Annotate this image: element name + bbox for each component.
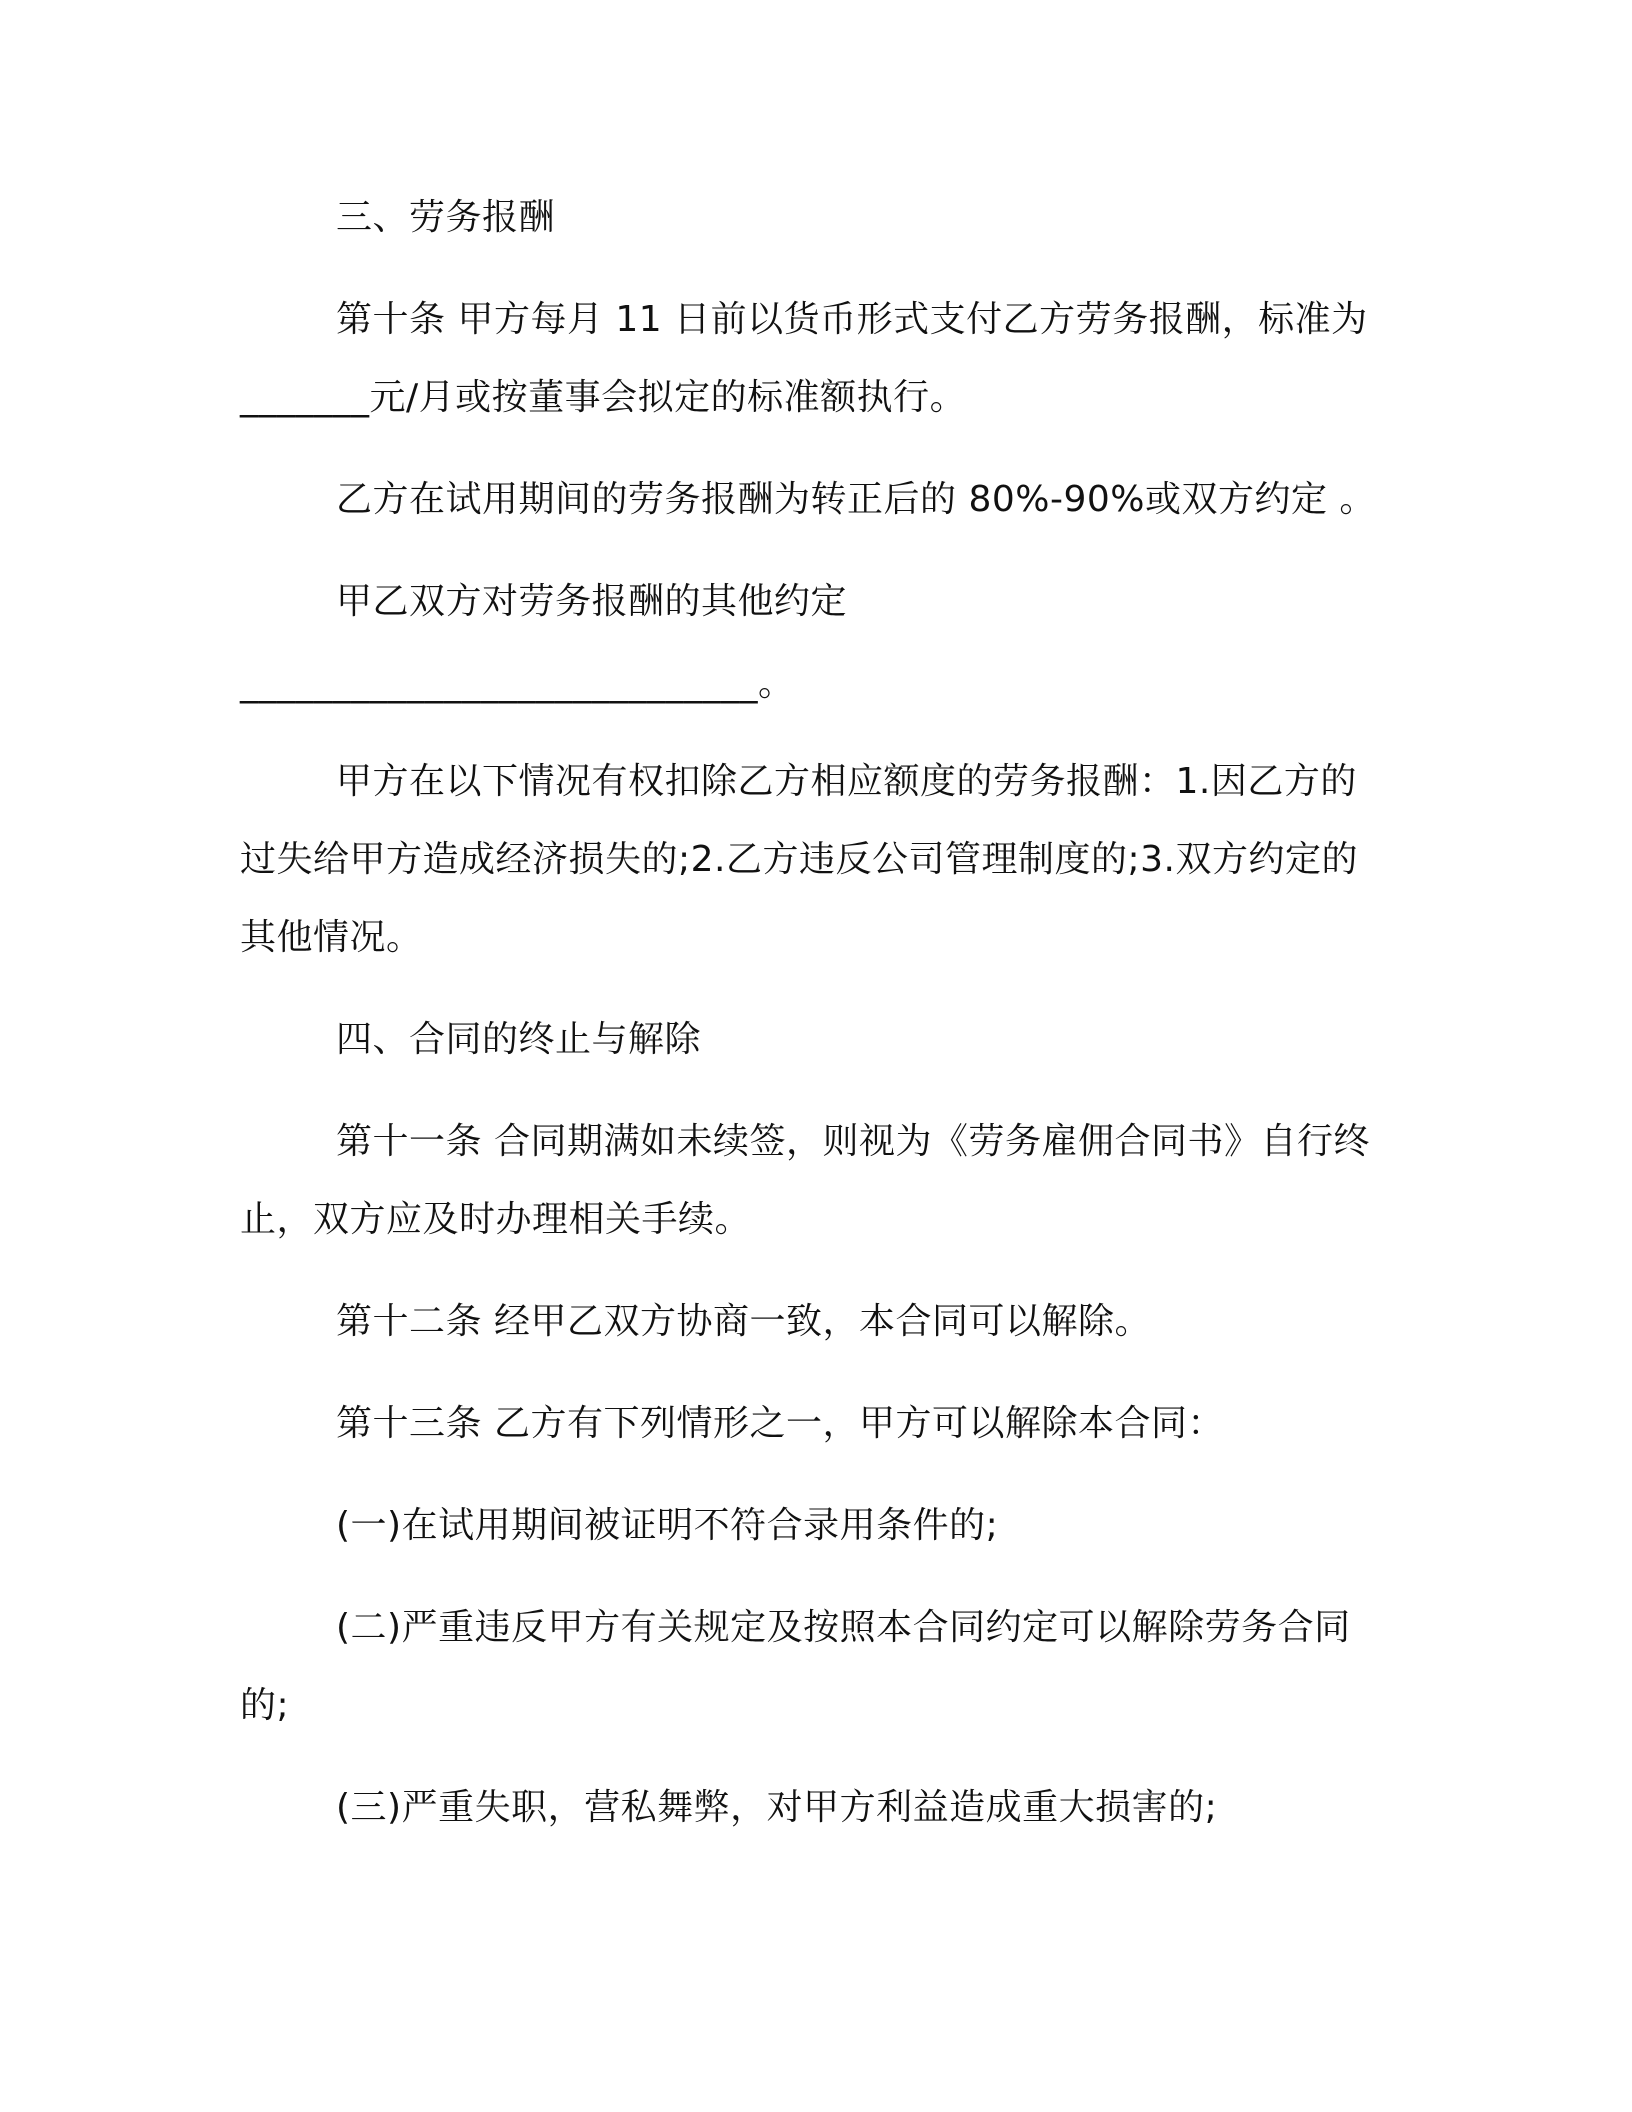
section-heading-termination: 四、合同的终止与解除 — [336, 1019, 702, 1060]
article-12: 第十二条 经甲乙双方协商一致，本合同可以解除。 — [336, 1301, 1151, 1342]
other-agreement-blank: ____________________________。 — [240, 663, 795, 704]
probation-pay-paragraph: 乙方在试用期间的劳务报酬为转正后的 80%-90%或双方约定 。 — [336, 479, 1376, 520]
article-13-item-3: (三)严重失职，营私舞弊，对甲方利益造成重大损害的; — [336, 1787, 1218, 1828]
deduction-paragraph-line-3: 其他情况。 — [240, 917, 423, 958]
article-11-line-2: 止，双方应及时办理相关手续。 — [240, 1199, 752, 1240]
section-heading-remuneration: 三、劳务报酬 — [336, 197, 556, 238]
article-10-line-2: _______元/月或按董事会拟定的标准额执行。 — [240, 377, 967, 418]
deduction-paragraph-line-1: 甲方在以下情况有权扣除乙方相应额度的劳务报酬：1.因乙方的 — [336, 761, 1357, 802]
deduction-paragraph-line-2: 过失给甲方造成经济损失的;2.乙方违反公司管理制度的;3.双方约定的 — [240, 839, 1358, 880]
article-13-item-1: (一)在试用期间被证明不符合录用条件的; — [336, 1505, 999, 1546]
article-10-line-1: 第十条 甲方每月 11 日前以货币形式支付乙方劳务报酬，标准为 — [336, 299, 1368, 340]
article-11-line-1: 第十一条 合同期满如未续签，则视为《劳务雇佣合同书》自行终 — [336, 1121, 1370, 1162]
article-13-item-2-line-2: 的; — [240, 1685, 290, 1726]
other-agreement-line-1: 甲乙双方对劳务报酬的其他约定 — [336, 581, 848, 622]
article-13-item-2-line-1: (二)严重违反甲方有关规定及按照本合同约定可以解除劳务合同 — [336, 1607, 1351, 1648]
article-13: 第十三条 乙方有下列情形之一，甲方可以解除本合同： — [336, 1403, 1224, 1444]
